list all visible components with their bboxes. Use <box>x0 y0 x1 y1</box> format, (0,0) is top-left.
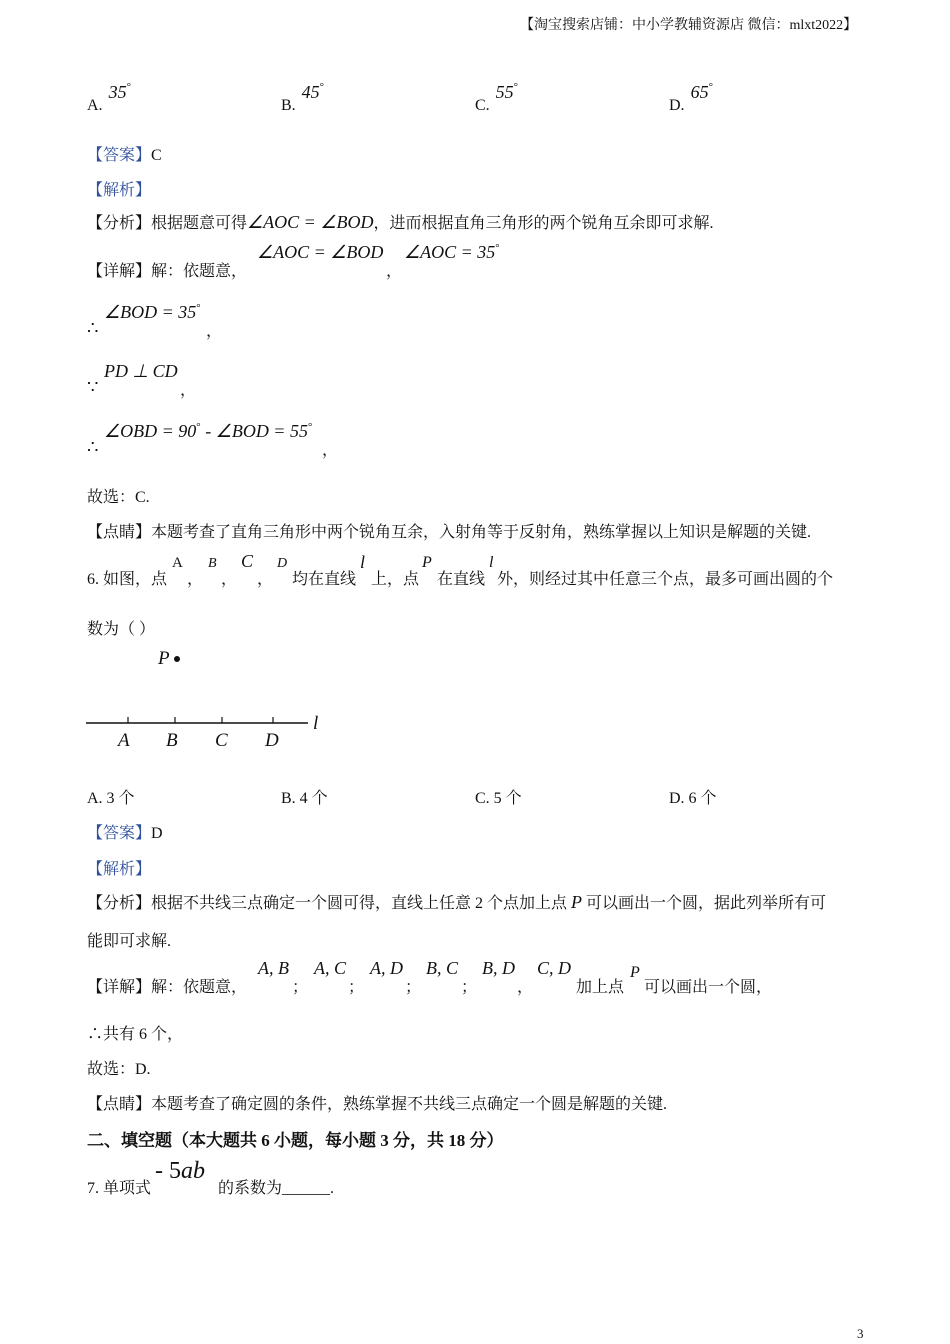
q6-detail: 【详解】解：依题意， <box>87 979 248 996</box>
q5-choose: 故选：C. <box>87 489 150 506</box>
q6-point-a: A <box>172 555 183 571</box>
q6-answer: 【答案】D <box>87 825 163 842</box>
q6-line-l-2: l <box>489 554 494 571</box>
q5-answer: 【答案】C <box>87 147 162 164</box>
q5-option-d: D. 65° <box>669 81 713 114</box>
q6-pair-ad: A, D <box>370 958 403 978</box>
q6-option-b: B. 4 个 <box>281 790 328 807</box>
q6-pair-sep-4: ； <box>461 979 478 996</box>
q5-line2-math: PD ⊥ CD <box>104 361 178 381</box>
q5-line3-math: ∠OBD = 90° - ∠BOD = 55° <box>104 421 313 441</box>
q6-fenxi-line2: 能即可求解. <box>87 933 172 950</box>
q6-option-a: A. 3 个 <box>87 790 135 807</box>
q6-sep-1: ， <box>187 571 204 588</box>
q5-analysis-tag: 【解析】 <box>87 182 152 199</box>
q6-sep-3: ， <box>257 571 274 588</box>
q5-because: ∵ <box>87 377 99 397</box>
q6-line-l: l <box>360 552 366 572</box>
q5-detail-comma: ， <box>386 263 403 280</box>
figure-point-p <box>174 656 180 662</box>
q6-pair-ab: A, B <box>258 958 289 978</box>
q6-point-p: P <box>422 554 432 571</box>
q5-fenxi: 【分析】根据题意可得∠AOC = ∠BOD，进而根据直角三角形的两个锐角互余即可求解. <box>87 212 714 232</box>
q6-pair-ac: A, C <box>314 958 347 978</box>
figure-label-c: C <box>215 730 228 751</box>
q6-stem-b: 均在直线 <box>292 571 357 588</box>
q6-pair-sep-2: ； <box>348 979 365 996</box>
q6-total: ∴共有 6 个， <box>87 1026 184 1043</box>
q7-prefix: 7. 单项式 <box>87 1180 152 1197</box>
q6-pair-bc: B, C <box>426 958 459 978</box>
q6-dianjing: 【点睛】本题考查了确定圆的条件，熟练掌握不共线三点确定一个圆是解题的关键. <box>87 1096 668 1113</box>
q5-option-b: B. 45° <box>281 81 325 114</box>
q6-stem-f: 数为（ ） <box>87 621 156 638</box>
q6-detail-post1: 加上点 <box>576 979 625 996</box>
q5-option-a: A. 35° <box>87 81 131 114</box>
q6-stem-e: 外，则经过其中任意三个点，最多可画出圆的个 <box>497 571 834 588</box>
q6-option-c: C. 5 个 <box>475 790 522 807</box>
q6-stem-a: 6. 如图，点 <box>87 571 168 588</box>
q5-option-c: C. 55° <box>475 81 519 114</box>
q6-pair-bd: B, D <box>482 958 515 978</box>
q5-line3-end: ， <box>322 442 339 459</box>
q6-point-b: B <box>208 556 217 571</box>
q5-line1-math: ∠BOD = 35° <box>104 302 201 322</box>
q6-choose: 故选：D. <box>87 1061 151 1078</box>
q6-pair-sep-3: ； <box>405 979 422 996</box>
header-watermark: 【淘宝搜索店铺：中小学教辅资源店 微信：mlxt2022】 <box>520 18 858 33</box>
q7-suffix: 的系数为______. <box>218 1180 335 1197</box>
q5-detail-math2: ∠AOC = 35° <box>404 242 500 262</box>
q6-figure <box>80 640 340 755</box>
q5-line2-end: ， <box>180 382 197 399</box>
q5-therefore-1: ∴ <box>87 318 99 338</box>
page-number: 3 <box>857 1326 864 1341</box>
figure-label-d: D <box>265 730 279 751</box>
q6-stem-d: 在直线 <box>437 571 486 588</box>
figure-label-a: A <box>118 730 130 751</box>
q5-detail-math1: ∠AOC = ∠BOD <box>257 242 384 262</box>
q5-dianjing: 【点睛】本题考查了直角三角形中两个锐角互余，入射角等于反射角，熟练掌握以上知识是解题的关键. <box>87 524 812 541</box>
q6-analysis-tag: 【解析】 <box>87 861 152 878</box>
q5-therefore-2: ∴ <box>87 437 99 457</box>
q6-pair-sep-1: ； <box>292 979 309 996</box>
q6-pair-sep-5: ， <box>517 979 534 996</box>
q7-math: - 5ab <box>155 1158 205 1184</box>
q6-sep-2: ， <box>221 571 238 588</box>
q6-pair-cd: C, D <box>537 958 572 978</box>
figure-label-p: P <box>158 648 170 669</box>
q6-stem-c: 上，点 <box>371 571 420 588</box>
q5-detail: 【详解】解：依题意， <box>87 263 248 280</box>
q6-point-c: C <box>241 551 254 571</box>
figure-label-b: B <box>166 730 178 751</box>
q5-line1-end: ， <box>206 323 223 340</box>
q6-fenxi: 【分析】根据不共线三点确定一个圆可得，直线上任意 2 个点加上点 P 可以画出一个圆，据此列举所有可 <box>87 892 827 912</box>
section-2-title: 二、填空题（本大题共 6 小题，每小题 3 分，共 18 分） <box>87 1131 504 1150</box>
q6-detail-p: P <box>630 964 640 981</box>
q6-option-d: D. 6 个 <box>669 790 717 807</box>
q6-point-d: D <box>277 556 288 571</box>
figure-label-l: l <box>313 713 319 734</box>
q6-detail-post2: 可以画出一个圆， <box>644 979 773 996</box>
